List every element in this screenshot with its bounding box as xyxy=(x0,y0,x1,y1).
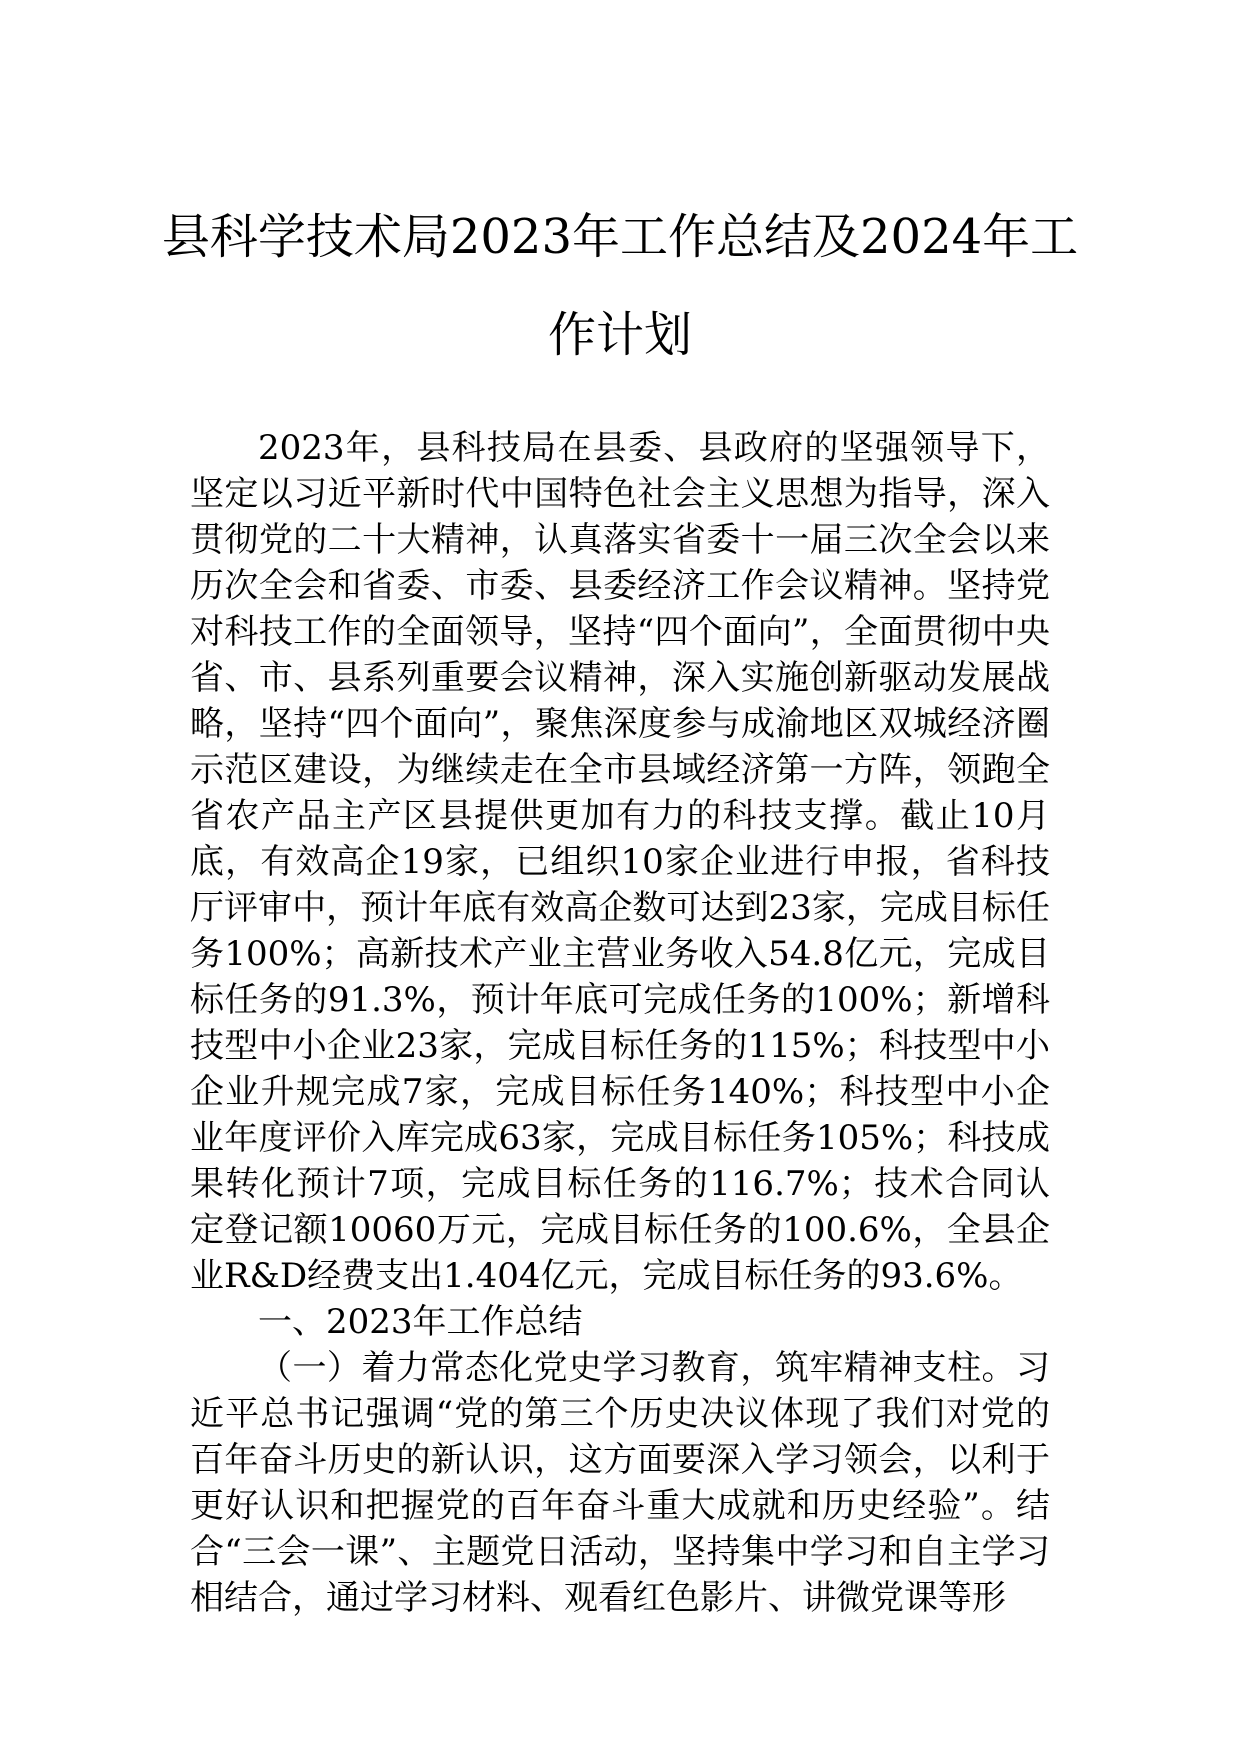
intro-paragraph: 2023年，县科技局在县委、县政府的坚强领导下，坚定以习近平新时代中国特色社会主义思想为指导，深入贯彻党的二十大精神，认真落实省委十一届三次全会以来历次全会和省委、市委、县委经济工作会议精神。坚持党对科技工作的全面领导，坚持“四个面向”，全面贯彻中央省、市、县系列重要会议精神，深入实施创新驱动发展战略，坚持“四个面向”，聚焦深度参与成渝地区双城经济圈示范区建设，为继续走在全市县域经济第一方阵，领跑全省农产品主产区县提供更加有力的科技支撑。截止10月底，有效高企19家，已组织10家企业进行申报，省科技厅评审中，预计年底有效高企数可达到23家，完成目标任务100%；高新技术产业主营业务收入54.8亿元，完成目标任务的91.3%，预计年底可完成任务的100%；新增科技型中小企业23家，完成目标任务的115%；科技型中小企业升规完成7家，完成目标任务140%；科技型中小企业年度评价入库完成63家，完成目标任务105%；科技成果转化预计7项，完成目标任务的116.7%；技术合同认定登记额10060万元，完成目标任务的100.6%，全县企业R&D经费支出1.404亿元，完成目标任务的93.6%。 xyxy=(190,428,1050,1296)
subsection-paragraph: （一）着力常态化党史学习教育，筑牢精神支柱。习近平总书记强调“党的第三个历史决议体现了我们对党的百年奋斗历史的新认识，这方面要深入学习领会，以利于更好认识和把握党的百年奋斗重大成就和历史经验”。结合“三会一课”、主题党日活动，坚持集中学习和自主学习相结合，通过学习材料、观看红色影片、讲微党课等形 xyxy=(190,1348,1050,1618)
document-title: 县科学技术局2023年工作总结及2024年工作计划 xyxy=(161,209,1079,363)
document-body xyxy=(190,425,1050,1621)
section-heading: 一、2023年工作总结 xyxy=(258,1302,583,1342)
